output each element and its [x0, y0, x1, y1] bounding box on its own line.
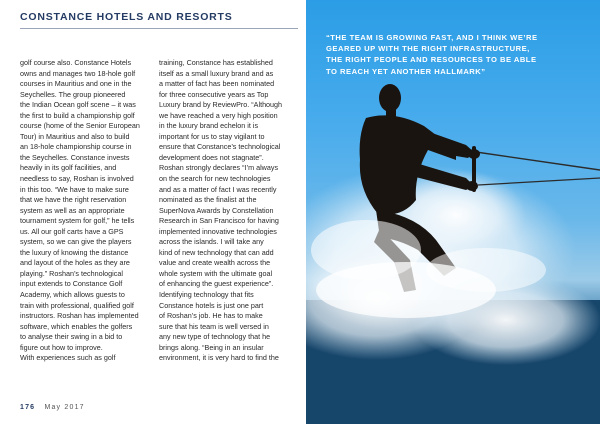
article-text-line: kind of new technology that can add — [159, 247, 274, 257]
article-column-2 — [159, 58, 292, 364]
article-text-line: implemented innovative technologies — [159, 226, 277, 236]
article-text-line: any new type of technology that he — [159, 332, 271, 342]
pull-quote — [326, 32, 576, 77]
tow-rope — [476, 152, 600, 170]
article-text-line: in the luxury brand echelon it is — [159, 121, 259, 131]
article-text-line: in this too. “We have to make sure — [20, 184, 129, 194]
article-text-line: ensure that Constance’s technological — [159, 142, 281, 152]
article-text-line: Constance hotels is just one part — [159, 300, 264, 310]
article-text-line: Tour) in Mauritius and also to build — [20, 131, 130, 141]
article-text-line: input extends to Constance Golf — [20, 279, 123, 289]
article-text-line: instructors. Roshan has implemented — [20, 311, 139, 321]
article-text-line: of enhancing the guest experience”. — [159, 279, 274, 289]
header-divider — [20, 28, 298, 29]
article-text-line: training, Constance has established — [159, 58, 273, 67]
article-text-line: a matter of fact has been nominated — [159, 79, 275, 89]
article-text-line: playing.” Roshan’s technological — [20, 268, 123, 278]
article-text-line: Luxury brand by ReviewPro. “Although — [159, 100, 283, 110]
article-text-line: system, so we can give the players — [20, 237, 132, 247]
pull-quote-line: GEARED UP WITH THE RIGHT INFRASTRUCTURE, — [326, 44, 530, 54]
article-text-line: golf course also. Constance Hotels — [20, 58, 132, 67]
article-text-line: Academy, which allows guests to — [20, 290, 125, 300]
pull-quote-line: THE RIGHT PEOPLE AND RESOURCES TO BE ABLE — [326, 55, 537, 65]
article-text-line: for three consecutive years as Top — [159, 89, 269, 99]
article-text-line: Research in San Francisco for having — [159, 216, 279, 226]
article-text-line: owns and manages two 18-hole golf — [20, 68, 136, 78]
article-text-line: environment, it is very hard to find the — [159, 353, 279, 363]
article-text-line: sure that his team is well versed in — [159, 321, 269, 331]
article-text-line: Seychelles. The group pioneered — [20, 89, 126, 99]
page-number: 176 — [20, 404, 36, 411]
photo-page — [306, 0, 600, 424]
section-header: CONSTANCE HOTELS AND RESORTS — [20, 11, 233, 23]
article-text-line: courses in Mauritius and one in the — [20, 79, 132, 89]
article-text-line: Identifying technology that fits — [159, 290, 254, 300]
article-text-line: itself as a small luxury brand and as — [159, 68, 274, 78]
article-text-line: on the search for new technologies — [159, 174, 271, 184]
article-text-line: tournament system for golf,” he tells — [20, 216, 135, 226]
page-footer — [20, 404, 85, 411]
pull-quote-line: TO REACH YET ANOTHER HALLMARK” — [326, 66, 486, 76]
article-text-line: and layout of the holes as they are — [20, 258, 130, 268]
article-text-line: the luxury of knowing the distance — [20, 247, 129, 257]
article-text-line: value and create wealth across the — [159, 258, 271, 268]
article-text-line: figure out how to improve. — [20, 342, 103, 352]
article-text-line: the first to build a championship golf — [20, 110, 135, 120]
article-text-line: development does not stagnate”. — [159, 152, 264, 162]
issue-date: May 2017 — [44, 404, 85, 411]
article-text-line: With experiences such as golf — [20, 353, 116, 363]
article-text-line: to analyse their swing in a bid to — [20, 332, 123, 342]
article-text-line: brings along. “Being in an insular — [159, 342, 264, 352]
article-text-line: train with professional, qualified golf — [20, 300, 134, 310]
article-text-line: important for us to stay vigilant to — [159, 131, 265, 141]
article-text-line: system as well as an appropriate — [20, 205, 125, 215]
article-text-line: and as a matter of fact I was recently — [159, 184, 277, 194]
article-text-line: across the islands. I will take any — [159, 237, 264, 247]
article-text-line: whole system with the ultimate goal — [159, 268, 273, 278]
article-text-line: nominated as the finalist at the — [159, 195, 257, 205]
article-text-line: we have reached a very high position — [159, 110, 278, 120]
article-text-line: of Roshan’s job. He has to make — [159, 311, 263, 321]
article-text-line: that we have the right reservation — [20, 195, 127, 205]
article-text-line: course (home of the Senior European — [20, 121, 140, 131]
article-text-line: software, which enables the golfers — [20, 321, 133, 331]
article-column-1 — [20, 58, 153, 364]
article-text-line: needless to say, Roshan is involved — [20, 174, 134, 184]
article-text-line: us. All our golf carts have a GPS — [20, 226, 124, 236]
article-text-line: Roshan strongly declares “I’m always — [159, 163, 279, 173]
article-text-line: heavily in its golf facilities, and — [20, 163, 117, 173]
article-text-line: the Indian Ocean golf scene – it was — [20, 100, 136, 110]
pull-quote-line: “THE TEAM IS GROWING FAST, AND I THINK WE’RE — [326, 33, 538, 42]
article-text-line: an 18-hole championship course in — [20, 142, 132, 152]
article-text-line: the Seychelles. Constance invests — [20, 152, 130, 162]
article-text-line: SuperNova Awards by Constellation — [159, 205, 274, 215]
